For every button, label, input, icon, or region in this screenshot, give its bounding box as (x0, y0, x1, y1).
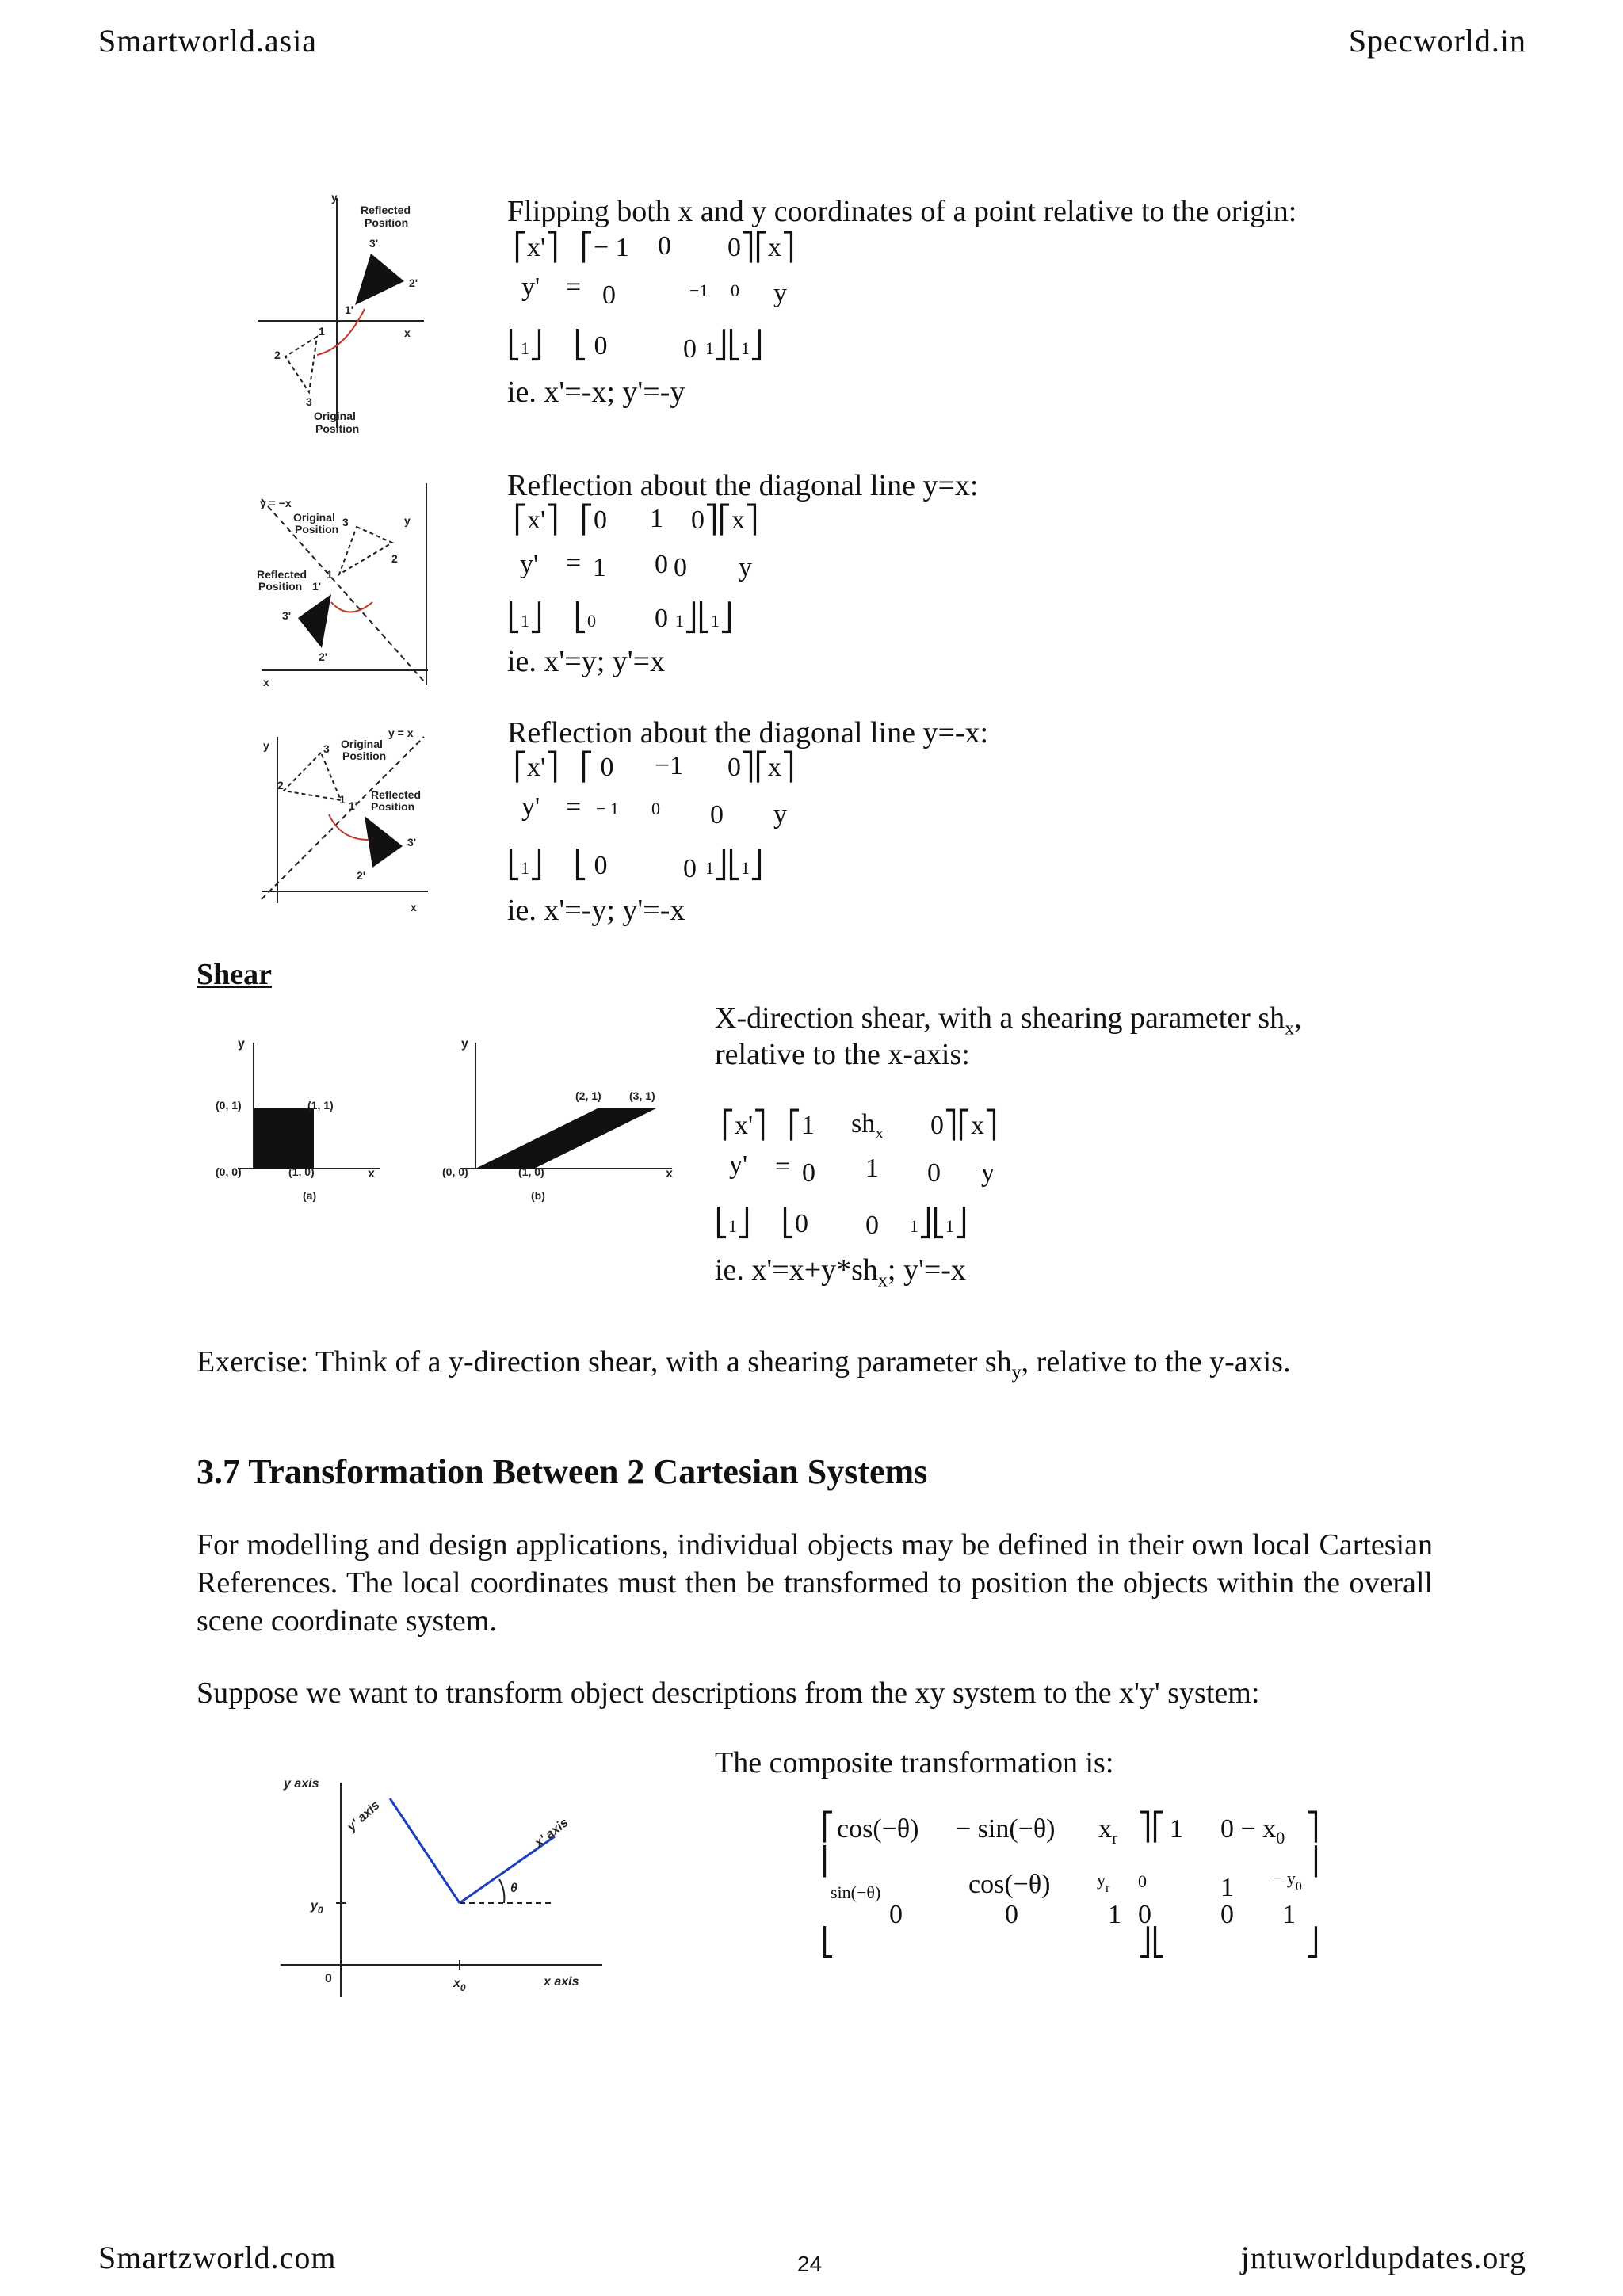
p3-label: 3 (323, 742, 330, 755)
reflected-label: Reflected (257, 568, 307, 581)
reflect-yx-matrix: ⎡x'⎤ ⎡0 1 0⎤⎡x⎤ y' = 1 0 0 y ⎣1⎦ ⎣0 0 1⎦⎣1⎦ (507, 504, 758, 633)
section-heading: 3.7 Transformation Between 2 Cartesian Systems (197, 1452, 928, 1491)
rotation-arc (331, 602, 372, 612)
rotation-arc (329, 814, 369, 840)
shear-heading: Shear (197, 958, 272, 991)
b-p31-label: (3, 1) (629, 1089, 655, 1102)
reflect-yx-caption: Reflection about the diagonal line y=x: (507, 469, 979, 502)
reflect-yx-figure (246, 483, 436, 689)
x-prime-axis-label: x' axis (532, 1816, 571, 1851)
shear-caption-1: X-direction shear, with a shearing parameter $sh_x$, (715, 1001, 1302, 1039)
reflected-triangle (355, 254, 404, 305)
original-triangle (284, 753, 341, 800)
original-label: Original (341, 738, 383, 750)
axis-y-label: y (263, 739, 269, 752)
y-prime-axis-label: y' axis (345, 1798, 383, 1834)
p2-label: 2 (391, 552, 398, 565)
flip-origin-figure (246, 190, 436, 444)
original-label: Original (293, 511, 335, 524)
exercise-text: Exercise: Think of a y-direction shear, with a shearing parameter $sh_y$, relative to the y-axis. (197, 1345, 1291, 1383)
p3r-label: 3' (407, 836, 417, 849)
p1r-label: 1' (345, 303, 354, 316)
footer-right: jntuworldupdates.org (1240, 2240, 1526, 2275)
original-triangle (339, 527, 392, 574)
b-p10-label: (1, 0) (518, 1165, 544, 1178)
reflected-label-2: Position (371, 800, 415, 813)
p2-label: 2 (274, 349, 281, 361)
y-axis-label: y axis (284, 1777, 319, 1791)
page-number: 24 (797, 2252, 823, 2276)
axis-x-label: x (263, 676, 269, 688)
b-axis-x-label: x (666, 1167, 673, 1180)
axis-x-label: x (404, 326, 411, 339)
y-prime-axis-line (390, 1798, 460, 1903)
a-p11-label: (1, 1) (307, 1099, 334, 1112)
b-axis-y-label: y (461, 1037, 468, 1051)
a-p00-label: (0, 0) (216, 1165, 242, 1178)
reflect-yx-result: ie. x'=y; y'=x (507, 645, 666, 678)
section-paragraph-1: For modelling and design applications, individual objects may be defined in their own local Cartesian References. The local coordinates must then be transformed to position the objects within the overall scene coordinate system. (197, 1528, 1433, 1638)
b-p21-label: (2, 1) (575, 1089, 601, 1102)
a-axis-y-label: y (238, 1037, 245, 1051)
p2r-label: 2' (409, 277, 418, 289)
original-label-2: Position (315, 422, 360, 435)
p1r-label: 1' (312, 580, 322, 593)
reflect-ynegx-figure (246, 721, 436, 919)
p1-label: 1 (339, 793, 346, 806)
shear-figure (206, 1030, 697, 1212)
p2r-label: 2' (319, 650, 328, 663)
p1-label: 1 (319, 325, 325, 338)
header-left: Smartworld.asia (98, 23, 318, 59)
p2-label: 2 (277, 779, 284, 791)
p3r-label: 3' (369, 237, 379, 250)
composite-matrix: ⎡ cos(−θ) − sin(−θ) $x_r$ ⎤⎡ 1 $0 - x_0$ ⎤ ⎢ sin(−θ) cos(−θ) $y_r$ 0 1 − $y_0$ ⎥ 0 0 1 0 0 1 ⎣ ⎦⎣ ⎦ (821, 1813, 1319, 1958)
p1r-label: 1' (349, 799, 358, 812)
unit-square (254, 1108, 314, 1169)
reflect-ynegx-matrix: ⎡x'⎤ ⎡ 0 −1 0⎤⎡x⎤ y' = − 1 0 0 y ⎣1⎦ ⎣ 0 0 1⎦⎣1⎦ (507, 751, 795, 883)
p3-label: 3 (342, 516, 349, 528)
theta-label: θ (510, 1882, 517, 1895)
p3-label: 3 (306, 395, 312, 408)
reflected-label: Reflected (361, 204, 411, 216)
reflected-label-2: Position (365, 216, 409, 229)
reflected-triangle (298, 594, 331, 648)
axis-y-label: y (404, 514, 411, 527)
a-p01-label: (0, 1) (216, 1099, 242, 1112)
composite-caption: The composite transformation is: (715, 1746, 1114, 1779)
flip-origin-matrix: ⎡x'⎤ ⎡− 1 0 0⎤⎡x⎤ y' = 0 −1 0 y ⎣1⎦ ⎣ 0 0 1⎦⎣1⎦ (507, 231, 795, 364)
line-label: y = −x (260, 497, 292, 509)
a-caption: (a) (303, 1189, 317, 1202)
axis-y-label: y (331, 191, 338, 204)
shear-caption-2: relative to the x-axis: (715, 1038, 970, 1071)
p1-label: 1 (327, 568, 333, 581)
b-p00-label: (0, 0) (442, 1165, 468, 1178)
reflect-ynegx-result: ie. x'=-y; y'=-x (507, 894, 685, 927)
original-label: Original (314, 410, 356, 422)
original-label-2: Position (295, 523, 339, 536)
a-p10-label: (1, 0) (288, 1165, 315, 1178)
p2r-label: 2' (357, 869, 366, 882)
x-axis-label: x axis (544, 1975, 579, 1989)
line-label: y = x (388, 727, 414, 739)
x0-label: $x_0$ (453, 1977, 466, 1993)
original-triangle (285, 337, 317, 392)
reflected-label: Reflected (371, 788, 422, 801)
header-right: Specworld.in (1348, 23, 1526, 59)
section-paragraph-2: Suppose we want to transform object descriptions from the xy system to the x'y' system: (197, 1676, 1260, 1710)
footer-left: Smartzworld.com (98, 2240, 337, 2275)
y0-label: $y_0$ (311, 1899, 323, 1916)
reflected-label-2: Position (258, 580, 303, 593)
reflected-triangle (365, 816, 403, 868)
flip-origin-result: ie. x'=-x; y'=-y (507, 376, 685, 409)
b-caption: (b) (531, 1189, 545, 1202)
p3r-label: 3' (282, 609, 292, 622)
a-axis-x-label: x (368, 1167, 375, 1180)
shear-matrix: ⎡x'⎤ ⎡1 $sh_x$ 0⎤⎡x⎤ y' = 0 1 0 y ⎣1⎦ ⎣0 0 1⎦⎣1⎦ (715, 1109, 998, 1240)
sheared-parallelogram (475, 1108, 656, 1169)
original-label-2: Position (342, 749, 387, 762)
axis-x-label: x (411, 901, 417, 913)
cartesian-systems-figure (269, 1759, 618, 2004)
shear-result: ie. $x'=x+y*sh_x$; y'=-x (715, 1253, 966, 1291)
reflect-ynegx-caption: Reflection about the diagonal line y=-x: (507, 716, 989, 749)
flip-origin-caption: Flipping both x and y coordinates of a point relative to the origin: (507, 195, 1297, 228)
origin-label: 0 (325, 1972, 332, 1985)
theta-arc (499, 1879, 504, 1903)
